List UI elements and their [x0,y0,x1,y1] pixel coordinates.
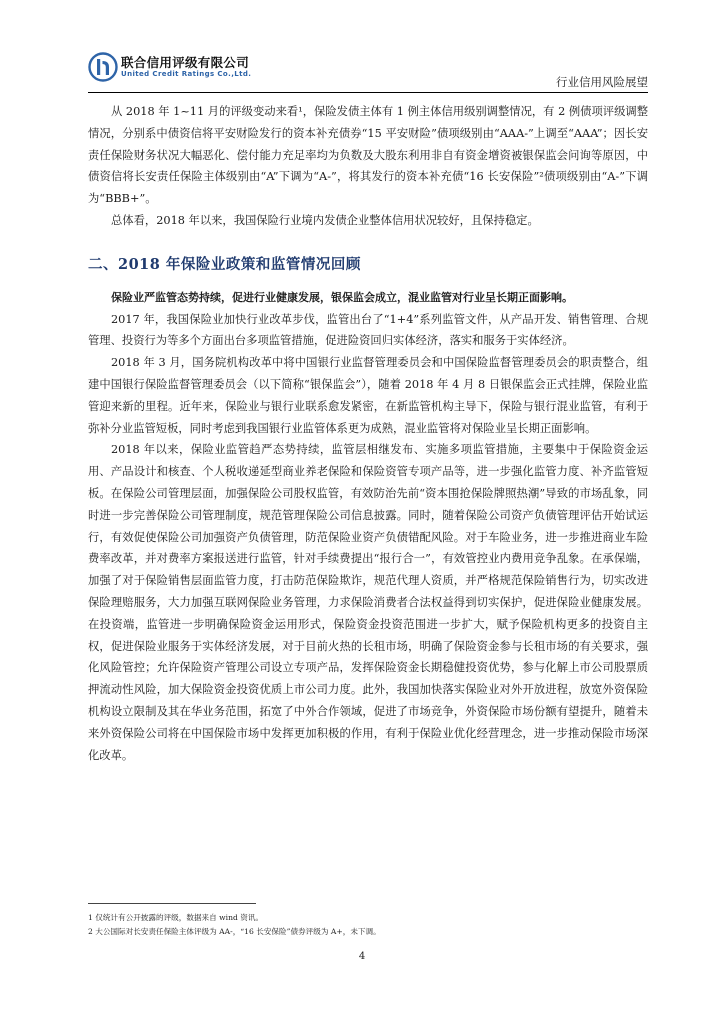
header-divider [88,92,648,93]
footnote-1: 1 仅统计有公开披露的评级，数据来自 wind 资讯。 [88,913,264,922]
footnotes [88,911,648,939]
paragraph-rating-changes: 从 2018 年 1~11 月的评级变动来看¹，保险发债主体有 1 例主体信用级别调整情况，有 2 例债项评级调整情况，分别系中债资信将平安财险发行的资本补充债券“15 平安财险”债项级别由“AAA-”上调至“AAA”；因长安责任保险财务状况大幅恶化、偿付能力充足率均为负数及大股东利用非自有资金增资被银保监会问询等原因，中债资信将长安责任保险主体级别由“A”下调为“A-”，将其发行的资本补充债“16 长安保险”²债项级别由“A-”下调为“BBB+”。 [88,105,648,206]
paragraph-regulation-details: 2018 年以来，保险业监管趋严态势持续，监管层相继发布、实施多项监管措施，主要集中于保险资金运用、产品设计和核查、个人税收递延型商业养老保险和保险资管专项产品等，进一步强化监管力度、补齐监管短板。在保险公司管理层面，加强保险公司股权监管，有效防治先前“资本围抢保险牌照热潮”导致的市场乱象，同时进一步完善保险公司管理制度，规范管理保险公司信息披露。同时，随着保险公司资产负债管理评估开始试运行，有效促使保险公司加强资产负债管理，防范保险业资产负债错配风险。对于车险业务，进一步推进商业车险费率改革，并对费率方案报送进行监管，针对手续费提出“报行合一”，有效管控业内费用竞争乱象。在承保端，加强了对于保险销售层面监管力度，打击防范保险欺诈，规范代理人资质，并严格规范保险销售行为，切实改进保险理赔服务，大力加强互联网保险业务管理，力求保险消费者合法权益得到切实保护，促进保险业健康发展。在投资端，监管进一步明确保险资金运用形式，保险资金投资范围进一步扩大，赋予保险机构更多的投资自主权，促进保险业服务于实体经济发展，对于目前火热的长租市场，明确了保险资金参与长租市场的有关要求，强化风险管控；允许保险资产管理公司设立专项产品，发挥保险资金长期稳健投资优势，参与化解上市公司股票质押流动性风险，加大保险资金投资优质上市公司力度。此外，我国加快落实保险业对外开放进程，放宽外资保险机构设立限制及其在华业务范围，拓宽了中外合作领域，促进了市场竞争，外资保险市场份额有望提升，随着未来外资保险公司将在中国保险市场中发挥更加积极的作用，有利于保险业优化经营理念，进一步推动保险市场深化改革。 [88,443,648,762]
paragraph-cbirc-establishment: 2018 年 3 月，国务院机构改革中将中国银行业监督管理委员会和中国保险监督管理委员会的职责整合，组建中国银行保险监督管理委员会（以下简称“银保监会”），随着 2018 年 4 月 8 日银保监会正式挂牌，保险业监管迎来新的里程。近年来，保险业与银行业联系愈发紧密，在新监管机构主导下，保险与银行混业监管，有利于弥补分业监管短板，同时考虑到我国银行业监管体系更为成熟，混业监管将对保险业呈长期正面影响。 [88,356,648,435]
bold-lead-sentence: 保险业严监管态势持续，促进行业健康发展，银保监会成立，混业监管对行业呈长期正面影响。 [111,290,573,304]
paragraph-summary: 总体看，2018 年以来，我国保险行业境内发债企业整体信用状况较好，且保持稳定。 [111,213,539,227]
company-name-cn: 联合信用评级有限公司 [121,55,250,70]
paragraph-2017-reform: 2017 年，我国保险业加快行业改革步伐，监管出台了“1+4”系列监管文件，从产品开发、销售管理、合规管理、投资行为等多个方面出台多项监管措施，促进险资回归实体经济，落实和服务于实体经济。 [88,312,648,348]
document-title: 行业信用风险展望 [556,75,648,89]
page-header [88,52,648,92]
page-number: 4 [358,951,366,962]
footnote-2: 2 大公国际对长安责任保险主体评级为 AA-，“16 长安保险”债券评级为 A+，未下调。 [88,927,381,936]
footnote-divider [88,903,256,904]
company-name-en: United Credit Ratings Co.,Ltd. [121,70,252,78]
main-content [88,101,648,766]
company-logo-icon [88,52,118,82]
section-heading: 二、2018 年保险业政策和监管情况回顾 [88,255,361,273]
